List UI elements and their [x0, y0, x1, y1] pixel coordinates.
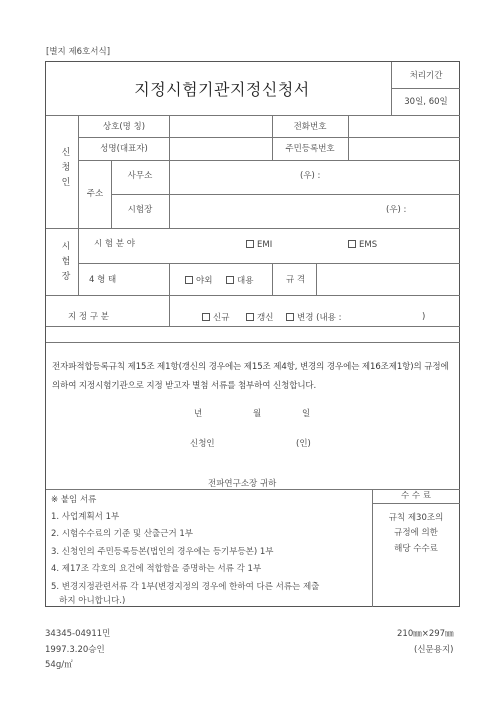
day-label: 일: [302, 409, 311, 419]
ems-checkbox[interactable]: [348, 240, 356, 248]
representative-name-label: 성명(대표자): [100, 144, 148, 154]
paper-weight: 54g/㎡: [45, 660, 73, 670]
approval-date: 1997.3.20승인: [45, 645, 105, 655]
office-label: 사무소: [127, 171, 153, 181]
fee-line-2: 규정에 의한: [394, 528, 438, 538]
phone-label: 전화번호: [293, 122, 327, 132]
designation-label: 지 정 구 분: [68, 312, 109, 322]
form-title: 지정시험기관지정신청서: [134, 80, 310, 99]
test-field-label: 시 험 분 야: [94, 239, 135, 249]
outdoor-option[interactable]: 야외: [185, 276, 212, 286]
form-number-label: [별지 제6호서식]: [46, 47, 111, 57]
applicant-section-label: 신 청 인: [61, 148, 71, 188]
change-option[interactable]: 변경 (내용 :: [286, 313, 341, 323]
addressee: 전파연구소장 귀하: [208, 479, 277, 489]
attachment-item: 2. 시험수수료의 기준 및 산출근거 1부: [51, 529, 193, 539]
paper-size: 210㎜×297㎜: [397, 629, 454, 639]
attachments-header: ※ 붙임 서류: [51, 495, 97, 505]
change-checkbox[interactable]: [286, 313, 294, 321]
processing-period-value: 30일, 60일: [404, 97, 448, 107]
site-type-label: 4 형 태: [89, 275, 117, 285]
office-postal: (우) :: [300, 171, 321, 181]
seal-mark: (인): [296, 439, 311, 449]
attachment-item: 5. 변경지정관련서류 각 1부(변경지정의 경우에 한하여 다른 서류는 제출: [51, 582, 320, 592]
new-option[interactable]: 신규: [202, 313, 229, 323]
renewal-option[interactable]: 갱신: [246, 313, 273, 323]
address-label: 주소: [86, 189, 104, 199]
test-site-section-label: 시 험 장: [61, 242, 71, 282]
outdoor-checkbox[interactable]: [185, 276, 193, 284]
emi-option[interactable]: EMI: [246, 240, 272, 250]
attachment-item: 3. 신청인의 주민등록등본(법인의 경우에는 등기부등본) 1부: [51, 547, 274, 557]
application-statement: 전자파적합등록규칙 제15조 제1항(갱신의 경우에는 제15조 제4항, 변경의 경우에는 제16조제1항)의 규정에 의하여 지정시험기관으로 지정 받고자 별첨 서류를 첨부하여 신청합니다.: [52, 362, 449, 391]
paper-type: (신문용지): [414, 645, 454, 655]
change-close-paren: ): [422, 312, 426, 322]
spec-label: 규 격: [286, 275, 306, 285]
year-label: 년: [194, 409, 203, 419]
attachment-item: 4. 제17조 각호의 요건에 적합함을 증명하는 서류 각 1부: [51, 564, 262, 574]
attachment-item: 하지 아니합니다.): [51, 596, 126, 606]
fee-line-1: 규칙 제30조의: [388, 513, 444, 523]
processing-period-label: 처리기간: [409, 71, 443, 81]
emi-checkbox[interactable]: [246, 240, 254, 248]
fee-line-3: 해당 수수료: [394, 544, 438, 554]
application-form: [45, 61, 460, 607]
attachment-item: 1. 사업계획서 1부: [51, 512, 120, 522]
fee-label: 수 수 료: [400, 491, 432, 501]
ems-option[interactable]: EMS: [348, 240, 377, 250]
applicant-sign-label: 신청인: [190, 439, 215, 449]
renewal-checkbox[interactable]: [246, 313, 254, 321]
substitute-checkbox[interactable]: [226, 276, 234, 284]
test-lab-postal: (우) :: [386, 205, 407, 215]
form-code: 34345-04911민: [45, 629, 111, 639]
new-checkbox[interactable]: [202, 313, 210, 321]
trade-name-label: 상호(명 칭): [102, 122, 146, 132]
month-label: 월: [253, 409, 262, 419]
substitute-option[interactable]: 대용: [226, 276, 253, 286]
test-lab-label: 시험장: [127, 205, 153, 215]
resident-number-label: 주민등록번호: [285, 144, 335, 154]
